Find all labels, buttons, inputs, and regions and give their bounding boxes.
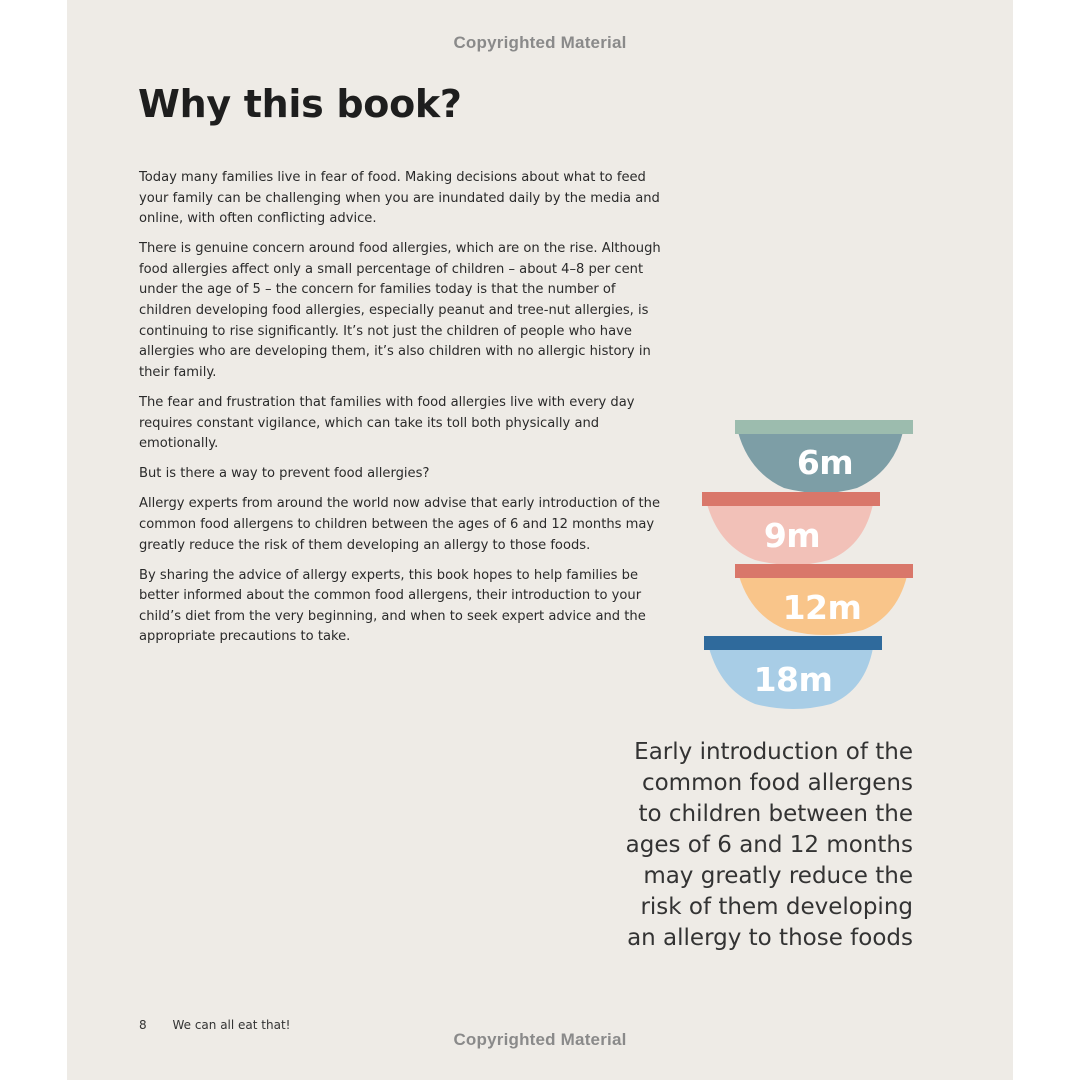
paragraph: The fear and frustration that families with food allergies live with every day requires constant vigilance, which can take its toll both physically and emotionally.: [139, 394, 635, 452]
stacked-bowls-illustration: [697, 416, 917, 716]
bowl-6m-label: 6m: [796, 443, 854, 482]
page-number: 8: [139, 1018, 147, 1032]
pull-quote-caption: Early introduction of the common food allergens to children between the ages of 6 and 12 months may greatly reduce the risk of them developing an allergy to those foods: [625, 739, 913, 951]
paragraph: There is genuine concern around food allergies, which are on the rise. Although food allergies affect only a small percentage of children – about 4–8 per cent under the age of 5 – the concern for families today is that the number of children developing food allergies, especially peanut and tree-nut allergies, is continuing to rise significantly. It’s not just the children of people who have allergies who are developing them, it’s also children with no allergic history in their family.: [139, 241, 661, 380]
paragraph: Allergy experts from around the world now advise that early introduction of the common food allergens to children between the ages of 6 and 12 months may greatly reduce the risk of them developing an allergy to those foods.: [139, 496, 661, 553]
copyright-watermark-bottom: Copyrighted Material: [453, 1030, 627, 1049]
running-book-title: We can all eat that!: [172, 1018, 291, 1032]
bowl-18m-label: 18m: [753, 660, 833, 699]
bowl-9m: [702, 492, 880, 565]
page-title: Why this book?: [138, 82, 462, 126]
bowl-18m-rim: [704, 636, 882, 650]
bowl-9m-label: 9m: [763, 516, 821, 555]
bowl-6m-rim: [735, 420, 913, 434]
body-text: [139, 168, 669, 657]
bowl-12m-rim: [735, 564, 913, 578]
bowl-18m: [704, 636, 882, 709]
bowl-12m-label: 12m: [782, 588, 862, 627]
book-page: [67, 0, 1013, 1080]
paragraph: But is there a way to prevent food allergies?: [139, 466, 430, 482]
bowl-6m: [735, 420, 913, 493]
bowl-9m-rim: [702, 492, 880, 506]
bowl-12m: [735, 564, 913, 635]
paragraph: Today many families live in fear of food. Making decisions about what to feed your family can be challenging when you are inundated daily by the media and online, with often conflicting advice.: [139, 170, 660, 227]
paragraph: By sharing the advice of allergy experts, this book hopes to help families be better informed about the common food allergens, their introduction to your child’s diet from the very beginning, and when to seek expert advice and the appropriate precautions to take.: [139, 567, 646, 645]
copyright-watermark-top: Copyrighted Material: [453, 33, 627, 52]
